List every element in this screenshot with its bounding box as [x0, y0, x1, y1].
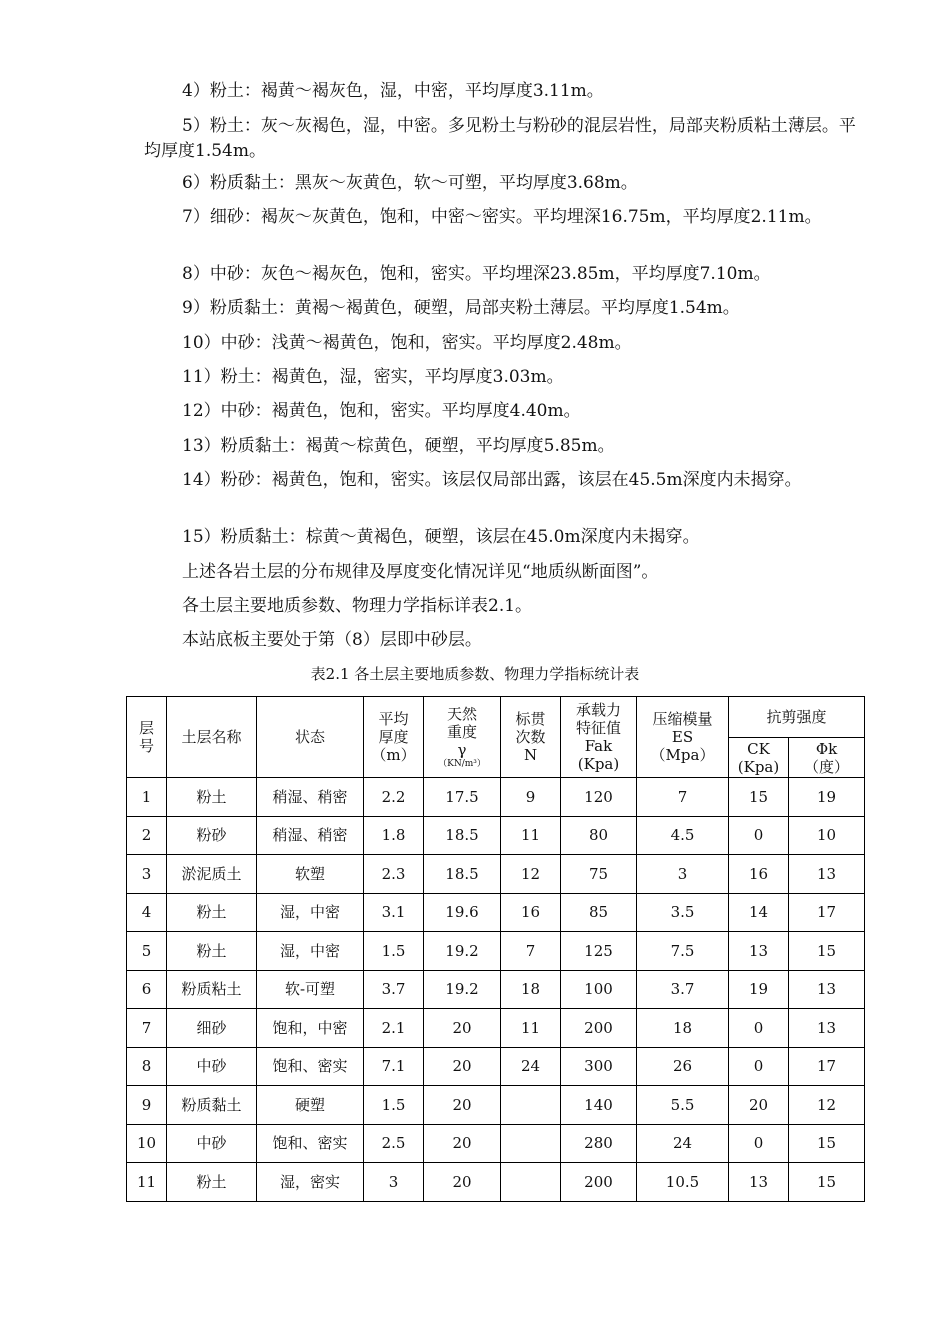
header-shear-strength: 抗剪强度: [729, 697, 865, 738]
cell-ck: 14: [729, 893, 789, 932]
cell-state: 饱和、密实: [257, 1047, 364, 1086]
cell-compression-modulus: 3: [637, 855, 729, 894]
table-row: [127, 1124, 865, 1163]
cell-spt-count: 24: [501, 1047, 561, 1086]
header-compression-modulus: 压缩模量 ES （Mpa）: [637, 697, 729, 778]
cell-spt-count: 7: [501, 932, 561, 971]
cell-state: 湿，中密: [257, 932, 364, 971]
paragraph-layer-4: 4）粉土：褐黄～褐灰色，湿，中密，平均厚度3.11m。: [182, 81, 604, 101]
cell-bearing-capacity: 125: [561, 932, 637, 971]
cell-ck: 0: [729, 816, 789, 855]
cell-soil-name: 粉土: [167, 1163, 257, 1202]
paragraph-layer-14: 14）粉砂：褐黄色，饱和，密实。该层仅局部出露，该层在45.5m深度内未揭穿。: [182, 470, 802, 490]
header-spt-count: 标贯 次数 N: [501, 697, 561, 778]
table-row: [127, 1163, 865, 1202]
cell-compression-modulus: 7: [637, 778, 729, 817]
cell-unit-weight: 19.2: [424, 970, 501, 1009]
cell-soil-name: 淤泥质土: [167, 855, 257, 894]
cell-bearing-capacity: 200: [561, 1163, 637, 1202]
cell-thickness: 1.5: [364, 1086, 424, 1125]
header-bearing-capacity: 承载力 特征值 Fak (Kpa): [561, 697, 637, 778]
cell-thickness: 2.1: [364, 1009, 424, 1048]
paragraph-layer-12: 12）中砂：褐黄色，饱和，密实。平均厚度4.40m。: [182, 401, 581, 421]
cell-layer-no: 8: [127, 1047, 167, 1086]
header-state: 状态: [257, 697, 364, 778]
cell-layer-no: 4: [127, 893, 167, 932]
cell-layer-no: 3: [127, 855, 167, 894]
cell-ck: 0: [729, 1009, 789, 1048]
table-row: [127, 778, 865, 817]
header-unit-weight: 天然 重度 γ （KN/m³）: [424, 697, 501, 778]
table-row: [127, 1086, 865, 1125]
cell-soil-name: 粉质粘土: [167, 970, 257, 1009]
cell-unit-weight: 20: [424, 1086, 501, 1125]
cell-layer-no: 1: [127, 778, 167, 817]
cell-ck: 19: [729, 970, 789, 1009]
cell-ck: 13: [729, 932, 789, 971]
cell-thickness: 3.1: [364, 893, 424, 932]
cell-layer-no: 9: [127, 1086, 167, 1125]
cell-state: 饱和，中密: [257, 1009, 364, 1048]
cell-state: 稍湿、稍密: [257, 816, 364, 855]
cell-bearing-capacity: 85: [561, 893, 637, 932]
table-row: [127, 970, 865, 1009]
cell-state: 湿，中密: [257, 893, 364, 932]
cell-ck: 0: [729, 1124, 789, 1163]
cell-layer-no: 2: [127, 816, 167, 855]
cell-soil-name: 中砂: [167, 1047, 257, 1086]
table-row: [127, 893, 865, 932]
paragraph-base-layer: 本站底板主要处于第（8）层即中砂层。: [182, 630, 482, 650]
cell-soil-name: 粉土: [167, 932, 257, 971]
cell-soil-name: 粉砂: [167, 816, 257, 855]
cell-bearing-capacity: 140: [561, 1086, 637, 1125]
cell-layer-no: 7: [127, 1009, 167, 1048]
cell-unit-weight: 20: [424, 1163, 501, 1202]
header-phik: Φk （度）: [789, 738, 865, 778]
paragraph-layer-7: 7）细砂：褐灰～灰黄色，饱和，中密～密实。平均埋深16.75m，平均厚度2.11m。: [182, 207, 822, 227]
paragraph-layer-6: 6）粉质黏土：黑灰～灰黄色，软～可塑，平均厚度3.68m。: [182, 173, 638, 193]
cell-ck: 13: [729, 1163, 789, 1202]
cell-spt-count: [501, 1163, 561, 1202]
cell-unit-weight: 18.5: [424, 855, 501, 894]
cell-thickness: 2.2: [364, 778, 424, 817]
cell-unit-weight: 18.5: [424, 816, 501, 855]
cell-state: 软-可塑: [257, 970, 364, 1009]
cell-phik: 17: [789, 893, 865, 932]
cell-unit-weight: 20: [424, 1124, 501, 1163]
header-ck: CK (Kpa): [729, 738, 789, 778]
cell-soil-name: 粉土: [167, 778, 257, 817]
cell-thickness: 2.5: [364, 1124, 424, 1163]
cell-unit-weight: 17.5: [424, 778, 501, 817]
cell-layer-no: 11: [127, 1163, 167, 1202]
cell-thickness: 7.1: [364, 1047, 424, 1086]
header-thickness: 平均 厚度 （m）: [364, 697, 424, 778]
cell-compression-modulus: 18: [637, 1009, 729, 1048]
cell-soil-name: 中砂: [167, 1124, 257, 1163]
cell-phik: 15: [789, 1124, 865, 1163]
cell-state: 饱和、密实: [257, 1124, 364, 1163]
cell-compression-modulus: 3.5: [637, 893, 729, 932]
cell-compression-modulus: 10.5: [637, 1163, 729, 1202]
cell-layer-no: 6: [127, 970, 167, 1009]
cell-compression-modulus: 26: [637, 1047, 729, 1086]
cell-phik: 13: [789, 855, 865, 894]
cell-bearing-capacity: 200: [561, 1009, 637, 1048]
paragraph-layer-10: 10）中砂：浅黄～褐黄色，饱和，密实。平均厚度2.48m。: [182, 333, 632, 353]
cell-ck: 0: [729, 1047, 789, 1086]
paragraph-layer-5: 5）粉土：灰～灰褐色，湿，中密。多见粉土与粉砂的混层岩性，局部夹粉质粘土薄层。平均厚度1.54m。: [144, 116, 856, 161]
cell-bearing-capacity: 120: [561, 778, 637, 817]
cell-phik: 12: [789, 1086, 865, 1125]
cell-spt-count: 12: [501, 855, 561, 894]
cell-bearing-capacity: 100: [561, 970, 637, 1009]
cell-unit-weight: 19.2: [424, 932, 501, 971]
cell-thickness: 3.7: [364, 970, 424, 1009]
cell-thickness: 2.3: [364, 855, 424, 894]
table-body: [127, 778, 865, 1202]
cell-compression-modulus: 5.5: [637, 1086, 729, 1125]
cell-soil-name: 粉土: [167, 893, 257, 932]
table-row: [127, 816, 865, 855]
cell-phik: 10: [789, 816, 865, 855]
table-caption: 表2.1 各土层主要地质参数、物理力学指标统计表: [310, 665, 640, 683]
table-row: [127, 1009, 865, 1048]
cell-spt-count: [501, 1124, 561, 1163]
cell-bearing-capacity: 80: [561, 816, 637, 855]
cell-bearing-capacity: 300: [561, 1047, 637, 1086]
cell-compression-modulus: 24: [637, 1124, 729, 1163]
cell-bearing-capacity: 75: [561, 855, 637, 894]
cell-spt-count: 18: [501, 970, 561, 1009]
paragraph-table-reference: 各土层主要地质参数、物理力学指标详表2.1。: [182, 596, 533, 616]
cell-phik: 15: [789, 932, 865, 971]
paragraph-layer-11: 11）粉土：褐黄色，湿，密实，平均厚度3.03m。: [182, 367, 564, 387]
cell-phik: 17: [789, 1047, 865, 1086]
paragraph-layer-9: 9）粉质黏土：黄褐～褐黄色，硬塑，局部夹粉土薄层。平均厚度1.54m。: [182, 298, 740, 318]
cell-spt-count: 11: [501, 816, 561, 855]
cell-ck: 16: [729, 855, 789, 894]
cell-layer-no: 5: [127, 932, 167, 971]
cell-thickness: 1.8: [364, 816, 424, 855]
cell-phik: 13: [789, 1009, 865, 1048]
soil-parameter-table: [126, 696, 865, 1202]
table-row: [127, 932, 865, 971]
cell-state: 湿，密实: [257, 1163, 364, 1202]
paragraph-distribution-note: 上述各岩土层的分布规律及厚度变化情况详见“地质纵断面图”。: [182, 562, 659, 582]
cell-unit-weight: 19.6: [424, 893, 501, 932]
cell-spt-count: 9: [501, 778, 561, 817]
table-header-row: [127, 697, 865, 738]
cell-spt-count: [501, 1086, 561, 1125]
cell-phik: 19: [789, 778, 865, 817]
cell-phik: 15: [789, 1163, 865, 1202]
paragraph-layer-8: 8）中砂：灰色～褐灰色，饱和，密实。平均埋深23.85m，平均厚度7.10m。: [182, 264, 771, 284]
cell-spt-count: 11: [501, 1009, 561, 1048]
cell-spt-count: 16: [501, 893, 561, 932]
cell-unit-weight: 20: [424, 1009, 501, 1048]
paragraph-layer-13: 13）粉质黏土：褐黄～棕黄色，硬塑，平均厚度5.85m。: [182, 436, 615, 456]
cell-state: 稍湿、稍密: [257, 778, 364, 817]
cell-state: 软塑: [257, 855, 364, 894]
paragraph-layer-15: 15）粉质黏土：棕黄～黄褐色，硬塑，该层在45.0m深度内未揭穿。: [182, 527, 700, 547]
cell-ck: 20: [729, 1086, 789, 1125]
cell-thickness: 1.5: [364, 932, 424, 971]
header-soil-name: 土层名称: [167, 697, 257, 778]
cell-state: 硬塑: [257, 1086, 364, 1125]
cell-soil-name: 细砂: [167, 1009, 257, 1048]
cell-unit-weight: 20: [424, 1047, 501, 1086]
cell-soil-name: 粉质黏土: [167, 1086, 257, 1125]
table-row: [127, 855, 865, 894]
cell-bearing-capacity: 280: [561, 1124, 637, 1163]
cell-layer-no: 10: [127, 1124, 167, 1163]
cell-phik: 13: [789, 970, 865, 1009]
cell-compression-modulus: 3.7: [637, 970, 729, 1009]
header-layer-no: 层 号: [127, 697, 167, 778]
cell-compression-modulus: 4.5: [637, 816, 729, 855]
cell-compression-modulus: 7.5: [637, 932, 729, 971]
table-row: [127, 1047, 865, 1086]
cell-thickness: 3: [364, 1163, 424, 1202]
cell-ck: 15: [729, 778, 789, 817]
